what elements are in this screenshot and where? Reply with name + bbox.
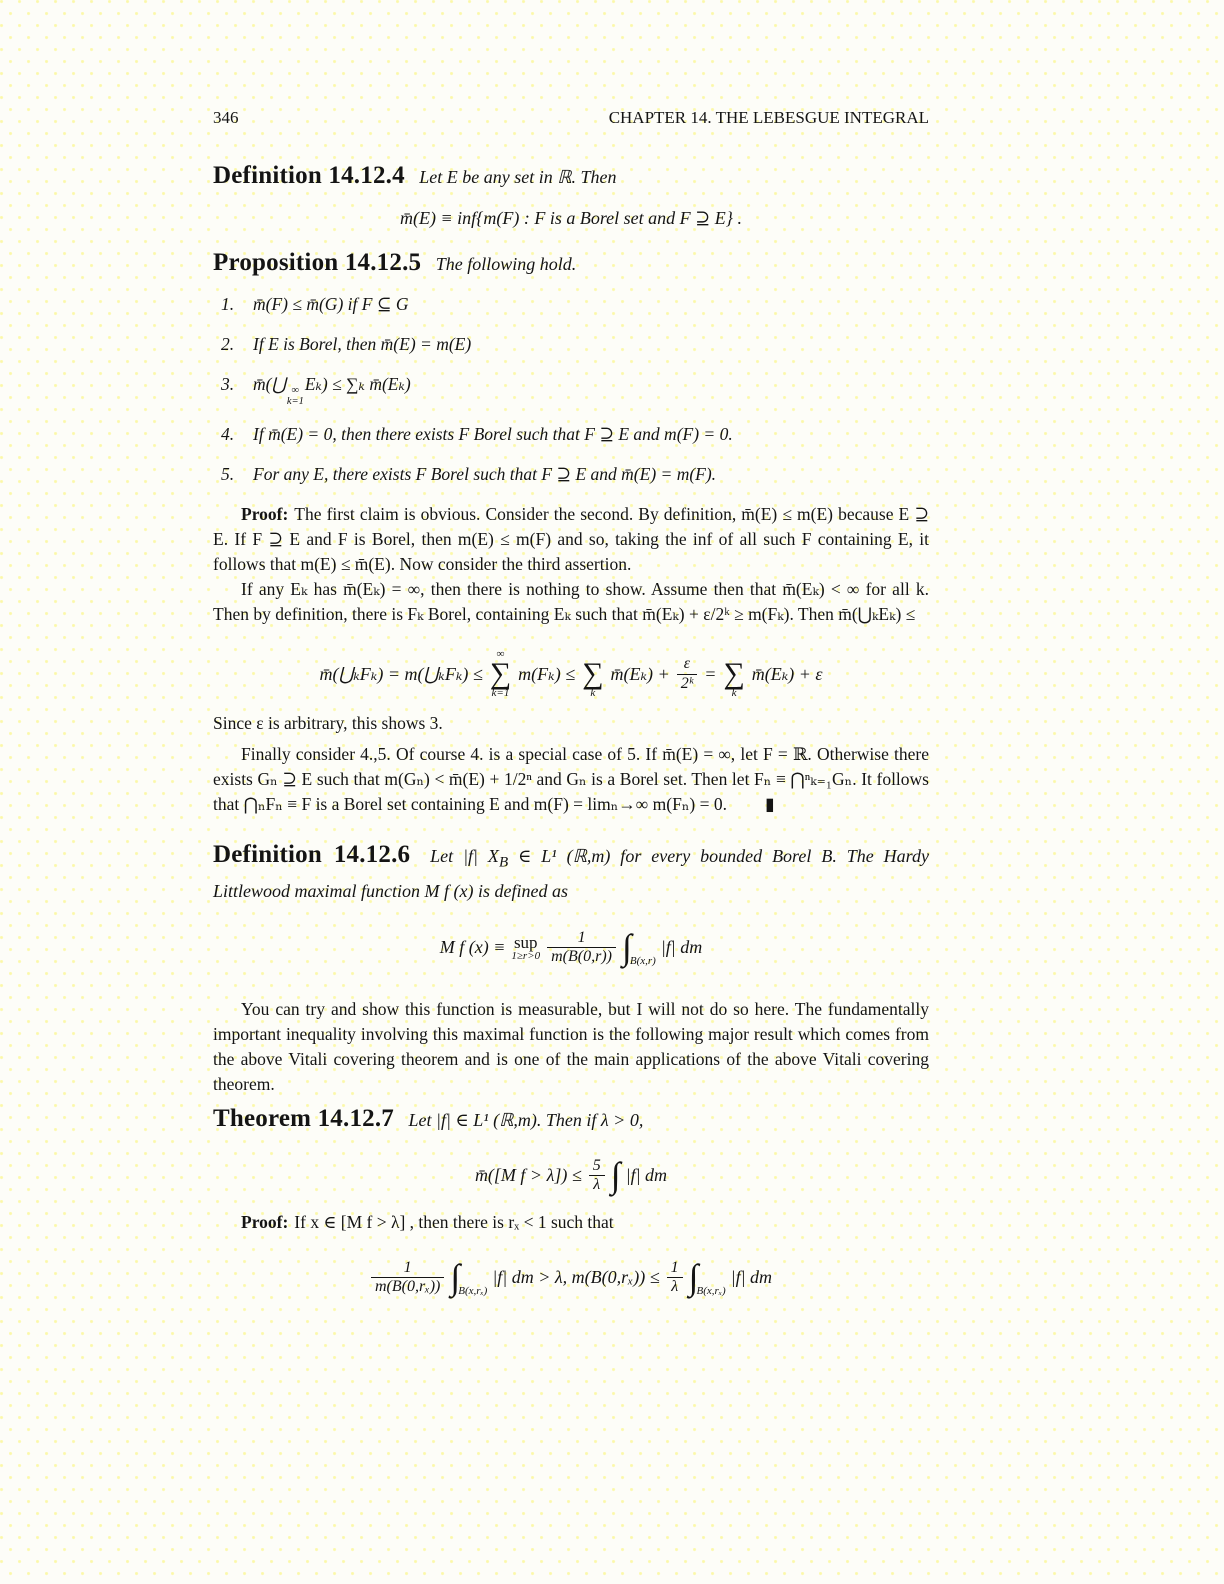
definition-14-12-6-label: Definition 14.12.6 [213,841,411,869]
proposition-item-list [213,292,929,487]
ball-measure-fraction: $\frac{1}{\text{m(B(0,rₓ))}}$ [371,1259,444,1297]
one-over-lambda-fraction: $\frac{1}{\lambda}$ [667,1259,683,1297]
item-text: For any E, there exists F Borel such that F ⊇ E and m̄(E) = m(F). [253,464,717,485]
maximal-inequality-equation: m̄([M f > λ]) ≤ $\frac{5}{\lambda}$ ∫ |f| dm [474,1155,668,1196]
definition-14-12-4-heading [213,162,929,191]
maximal-function-equation: M f (x) ≡ sup 1≥r>0 $\frac{1}{m(B(0,r))}$ ∫ B(x,r) |f| dm [439,927,703,968]
theorem-14-12-7-intro: Let |f| ∈ L¹ (ℝ,m). Then if λ > 0, [408,1109,644,1130]
since-epsilon-line: Since ε is arbitrary, this shows 3. [213,713,443,734]
item-text: m̄(⋃ ∞ k=1 Eₖ) ≤ ∑ₖ m̄(Eₖ) [253,374,411,408]
sum-over-k: ∑ k [723,656,745,700]
proof7-intro-line: Proof: If x ∈ [M f > λ] , then there is rₓ < 1 such that [241,1211,614,1232]
sigma-icon: ∑ [723,656,745,690]
item-number: 2. [221,334,235,354]
proposition-item-3 [213,372,929,407]
qed-box-icon: ▮ [764,794,775,815]
item-text: If E is Borel, then m̄(E) = m(E) [253,334,472,354]
page-number: 346 [213,108,239,127]
sum-with-limits: ∞ ∑ k=1 [489,647,512,700]
proof-final-paragraph: Finally consider 4.,5. Of course 4. is a special case of 5. If m̄(E) = ∞, let F = ℝ. Otherwise there exists Gₙ ⊇ E such that m(Gₙ) < m̄(E) + 1/2ⁿ and Gₙ is a Borel set. Then let Fₙ ≡ ⋂ⁿₖ₌₁Gₙ. It follows that ⋂ₙFₙ ≡ F is a Borel set containing E and m(F) = limₙ→∞ m(Fₙ) = 0. ▮ [213,742,929,817]
proof-paragraph-1: Proof: The first claim is obvious. Consider the second. By definition, m̄(E) ≤ m(E) because E ⊇ E. If F ⊇ E and F is Borel, then m(E) ≤ m(F) and so, taking the inf of all such F containing E, it follows that m(E) ≤ m̄(E). Now consider the third assertion. [213,504,929,575]
sigma-icon: ∑ [489,656,512,690]
outer-measure-definition-equation: m̄(E) ≡ inf{m(F) : F is a Borel set and F ⊇ E} . [400,207,742,228]
measure-fraction: $\frac{1}{m(B(0,r))}$ [547,929,616,967]
theorem-14-12-7-heading [213,1105,929,1134]
item-text: m̄(F) ≤ m̄(G) if F ⊆ G [253,294,409,314]
ball-average-equation: $\frac{1}{\text{m(B(0,rₓ))}}$ ∫ B(x,rₓ) |f| dm > λ, m(B(0,rₓ)) ≤ $\frac{1}{\lambda}$ ∫ B(x,rₓ) |f| dm [213,1249,929,1307]
definition-14-12-4-intro: Let E be any set in ℝ. Then [419,167,617,187]
proof-paragraph-2: If any Eₖ has m̄(Eₖ) = ∞, then there is nothing to show. Assume then that m̄(Eₖ) < ∞ for all k. Then by definition, there is Fₖ Borel, containing Eₖ such that m̄(Eₖ) + ε/2ᵏ ≥ m(Fₖ). Then m̄(⋃ₖEₖ) ≤ [213,579,929,625]
epsilon-fraction: $\frac{\varepsilon}{\text{2ᵏ}}$ [677,655,698,693]
proof-label: Proof: [241,504,289,525]
proposition-item-4 [213,422,929,447]
proposition-14-12-5-label: Proposition 14.12.5 [213,249,422,276]
item-number: 1. [221,294,235,314]
sum-over-k: ∑ k [582,656,604,700]
item-text: If m̄(E) = 0, then there exists F Borel such that F ⊇ E and m(F) = 0. [253,424,733,445]
sigma-icon: ∑ [582,656,604,690]
proposition-14-12-5-intro: The following hold. [435,254,577,274]
subadditivity-equation: m̄(⋃ₖFₖ) = m(⋃ₖFₖ) ≤ ∞ ∑ k=1 m(Fₖ) ≤ ∑ k m̄(Eₖ) + $\frac{\varepsilon}{\text{2ᵏ}}$ = ∑ k m̄(Eₖ) + ε [319,647,823,700]
integral-icon: ∫ B(x,r) [622,927,656,968]
measurable-paragraph: You can try and show this function is measurable, but I will not do so here. The fundamentally important inequality involving this maximal function is the following major result which comes from the above Vitali covering theorem and is one of the main applications of the above Vitali covering theorem. [213,998,929,1094]
proposition-14-12-5-heading [213,249,929,278]
definition-14-12-6-intro: Let |f| $X_B$ ∈ L¹ (ℝ,m) for every bounded Borel B. The Hardy Littlewood maximal function M f (x) is defined as [213,846,930,901]
integral-icon: ∫ B(x,rₓ) [688,1257,726,1298]
proof-label: Proof: [241,1211,289,1232]
item-number: 5. [221,464,235,485]
definition-14-12-4-label: Definition 14.12.4 [213,162,405,189]
sup-operator: sup 1≥r>0 [511,932,541,962]
proposition-item-1 [213,292,929,317]
definition-14-12-6-heading [213,841,929,905]
chapter-header: CHAPTER 14. THE LEBESGUE INTEGRAL [608,108,929,127]
proposition-item-2 [213,332,929,357]
page-content [213,0,929,1307]
proposition-item-5 [213,462,929,487]
theorem-14-12-7-label: Theorem 14.12.7 [213,1104,394,1132]
five-over-lambda-fraction: $\frac{5}{\lambda}$ [589,1157,605,1195]
running-header [213,108,929,128]
item-number: 3. [221,374,235,394]
item-number: 4. [221,424,235,445]
union-limits: ∞ k=1 [286,385,304,408]
integral-icon: ∫ [610,1155,621,1196]
integral-icon: ∫ B(x,rₓ) [450,1257,488,1298]
